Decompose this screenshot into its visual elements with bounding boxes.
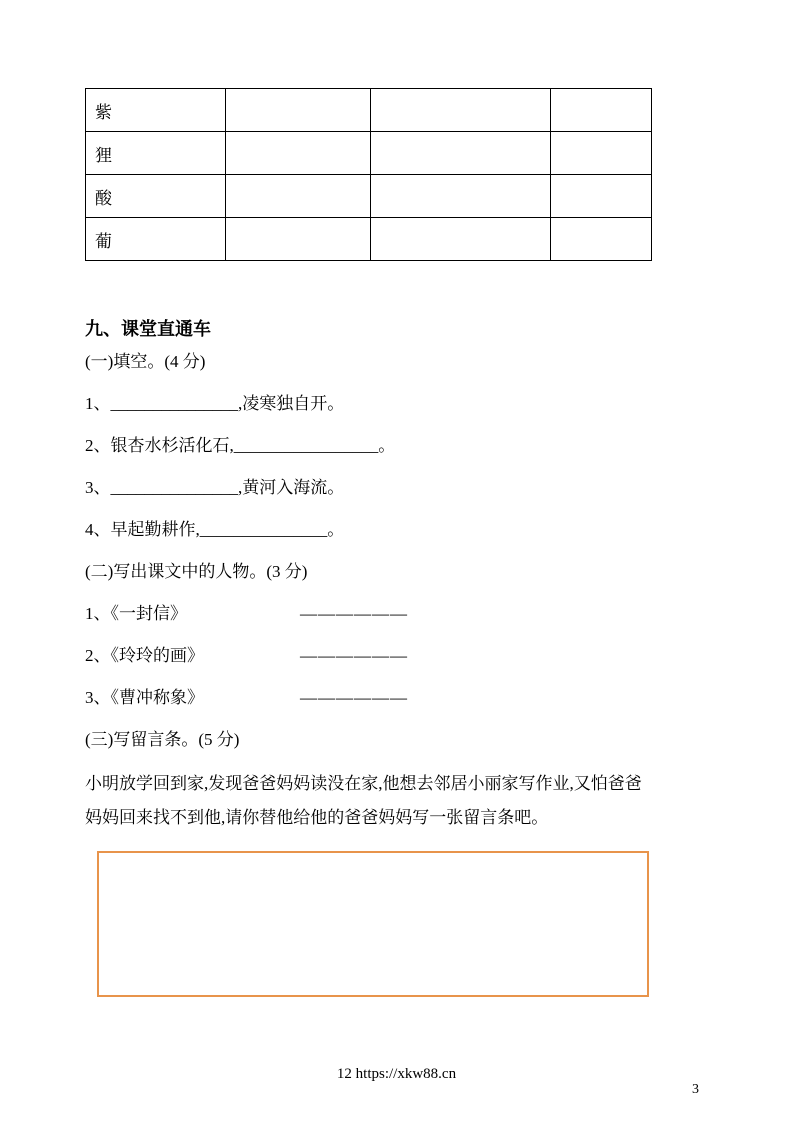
instruction-paragraph: 小明放学回到家,发现爸爸妈妈读没在家,他想去邻居小丽家写作业,又怕爸爸妈妈回来找不到他,请你替他给他的爸爸妈妈写一张留言条吧。 (85, 774, 642, 827)
table-cell: 狸 (86, 132, 226, 175)
table-cell (551, 132, 652, 175)
part2-title: (二)写出课文中的人物。(3 分) (85, 562, 308, 581)
part3-title: (三)写留言条。(5 分) (85, 730, 240, 749)
fill-item: 1、_______________,凌寒独自开。 (85, 394, 345, 413)
table-cell (551, 218, 652, 261)
table-cell (551, 89, 652, 132)
fill-item: 4、早起勤耕作,_______________。 (85, 520, 345, 539)
footer-site-link: 12 https://xkw88.cn (336, 1066, 457, 1082)
person-item (85, 677, 653, 719)
table-cell (371, 218, 551, 261)
table-cell (226, 89, 371, 132)
table-cell (226, 175, 371, 218)
character-table (85, 88, 652, 261)
table-row (86, 218, 652, 261)
person-item-label: 2、《玲玲的画》 (85, 646, 204, 665)
table-cell (226, 218, 371, 261)
table-row (86, 89, 652, 132)
person-item-blank: —————— (300, 604, 408, 623)
person-item-label: 1、《一封信》 (85, 604, 187, 623)
part1-title: (一)填空。(4 分) (85, 352, 206, 371)
person-item (85, 635, 653, 677)
table-row (86, 132, 652, 175)
person-item-label: 3、《曹冲称象》 (85, 688, 204, 707)
table-cell: 酸 (86, 175, 226, 218)
table-cell (226, 132, 371, 175)
table-cell (371, 175, 551, 218)
table-row (86, 175, 652, 218)
person-item-blank: —————— (300, 646, 408, 665)
page-content (85, 88, 653, 997)
page-number: 3 (692, 1082, 699, 1097)
answer-box (97, 851, 649, 997)
table-cell (551, 175, 652, 218)
person-item-blank: —————— (300, 688, 408, 707)
fill-item: 3、_______________,黄河入海流。 (85, 478, 345, 497)
fill-item: 2、银杏水杉活化石,_________________。 (85, 436, 396, 455)
table-cell (371, 132, 551, 175)
table-cell (371, 89, 551, 132)
person-item (85, 593, 653, 635)
section-heading: 九、课堂直通车 (85, 319, 211, 339)
table-cell: 紫 (86, 89, 226, 132)
table-cell: 葡 (86, 218, 226, 261)
